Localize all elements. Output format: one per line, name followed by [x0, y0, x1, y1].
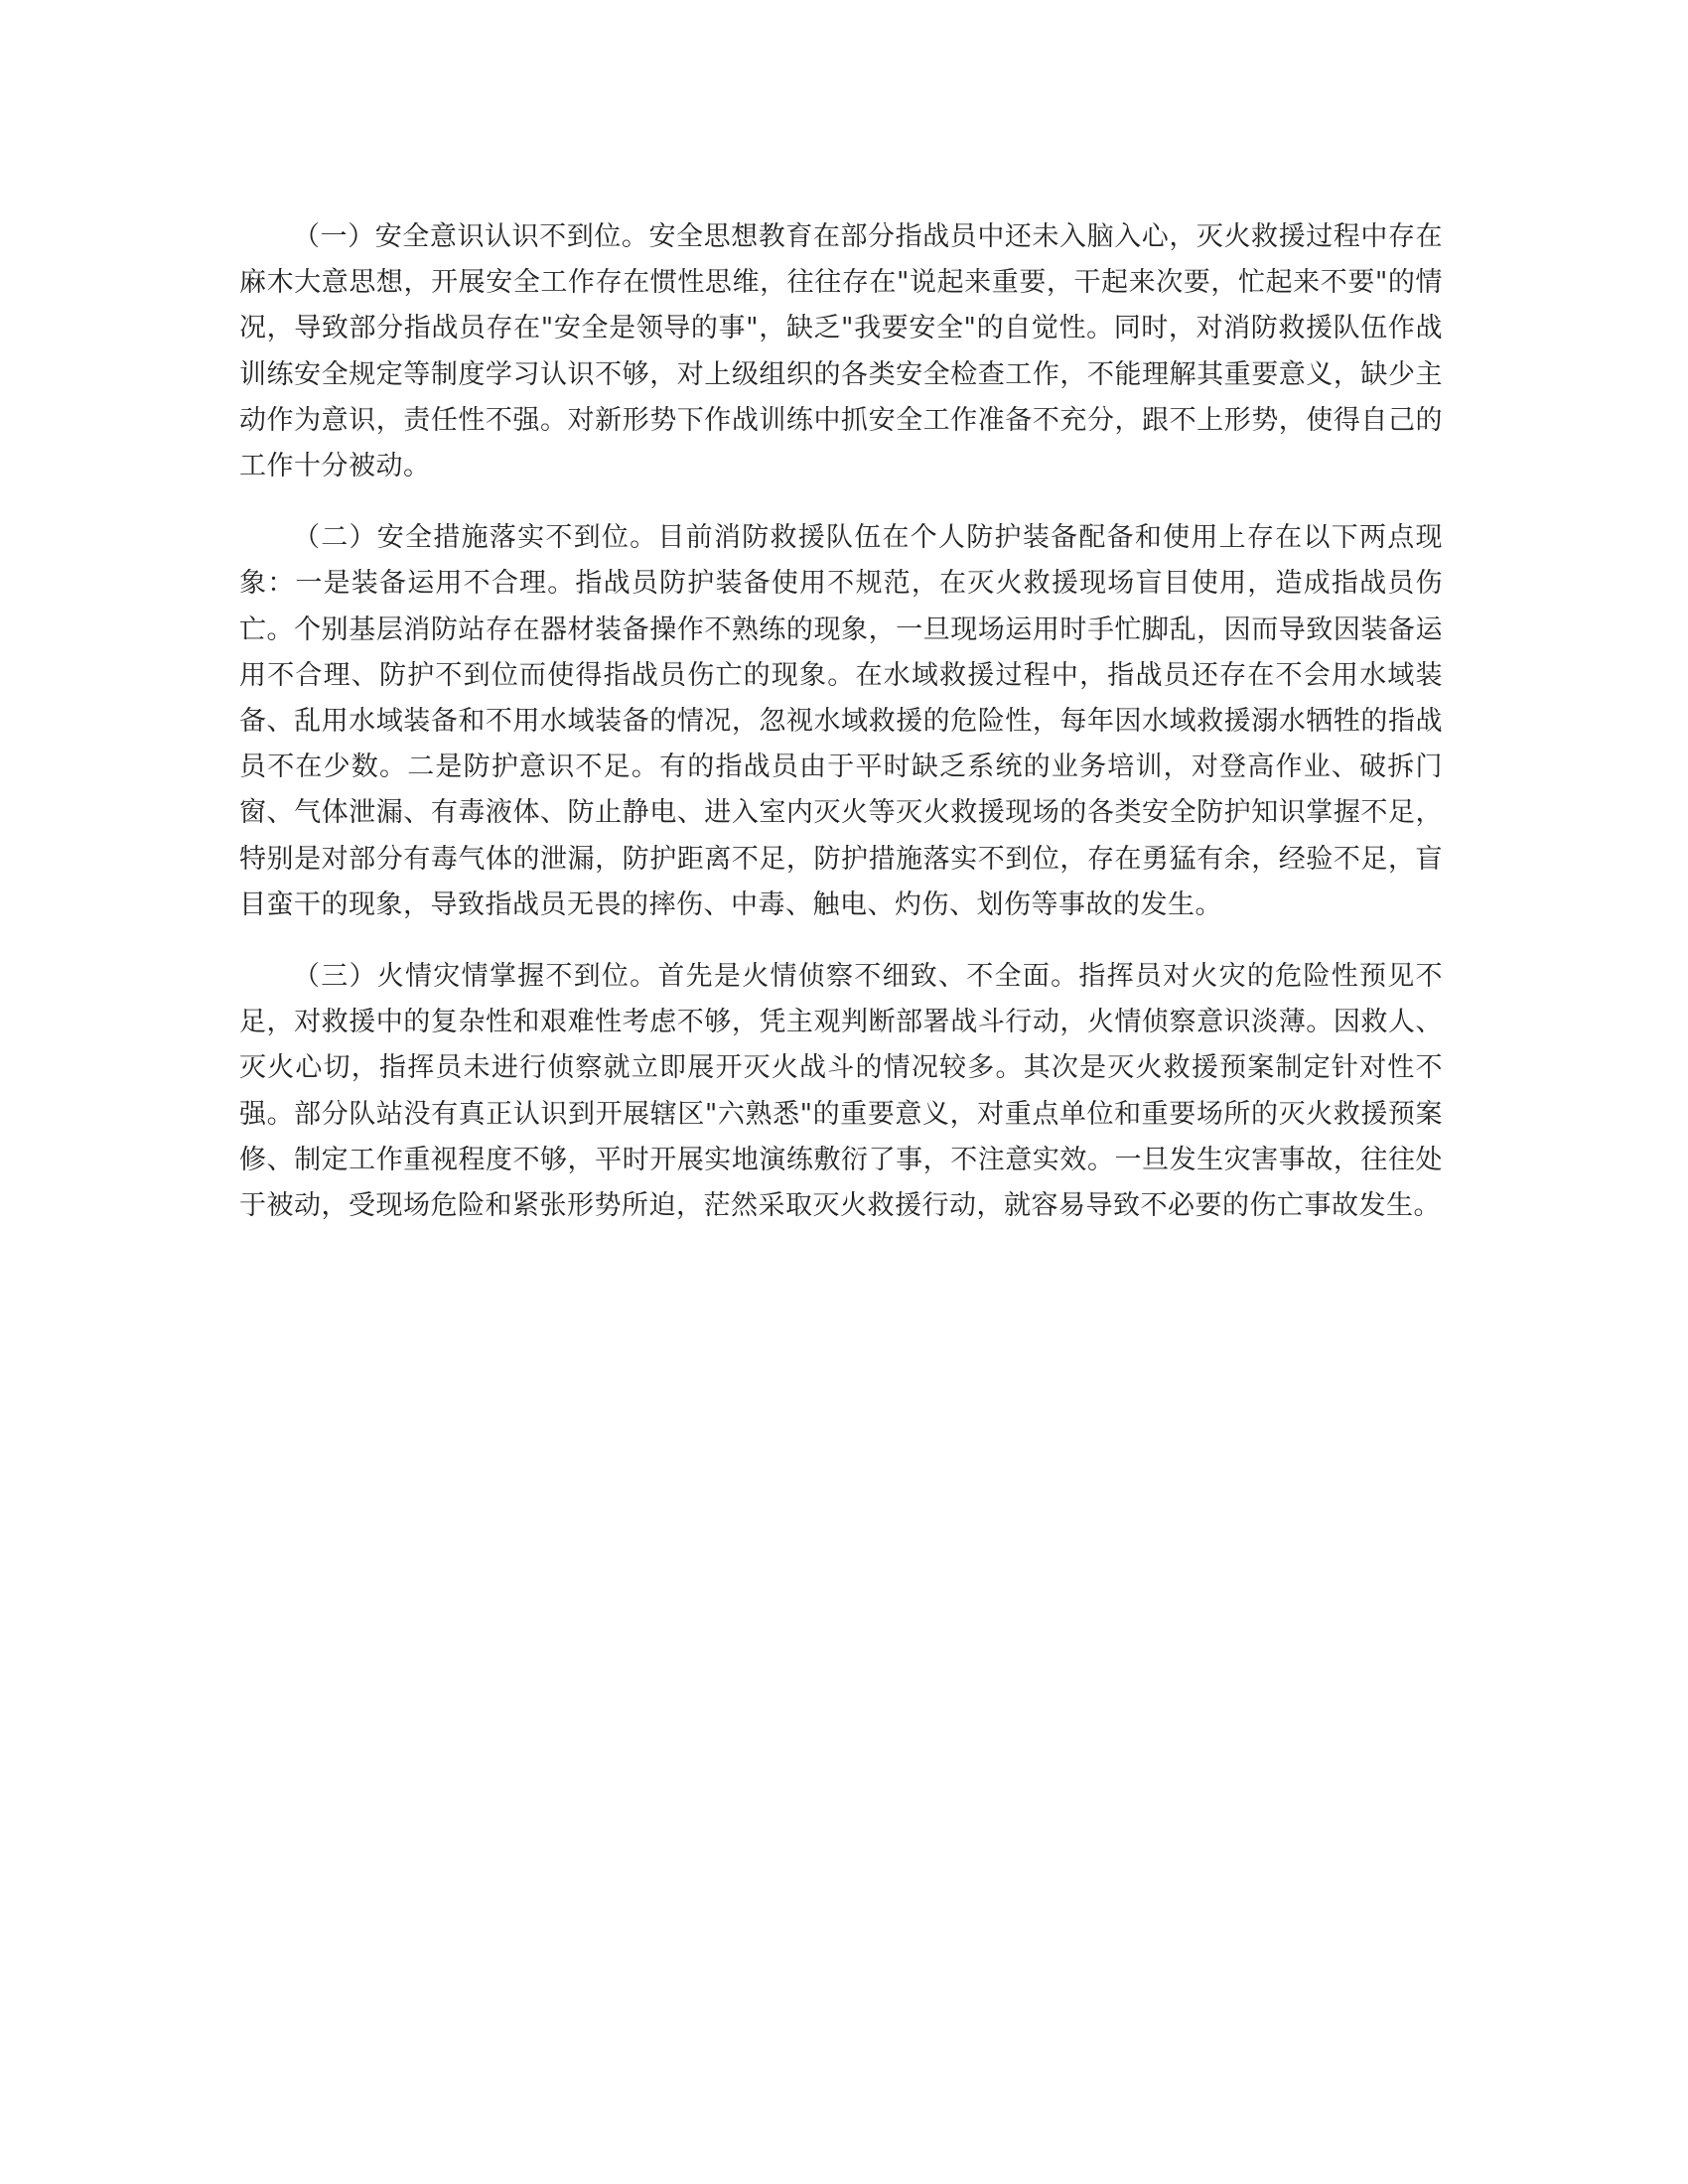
- paragraph-safety-awareness: （一）安全意识认识不到位。安全思想教育在部分指战员中还未入脑入心，灭火救援过程中存在麻木大意思想，开展安全工作存在惯性思维，往往存在"说起来重要，干起来次要，忙起来不要"的情况，导致部分指战员存在"安全是领导的事"，缺乏"我要安全"的自觉性。同时，对消防救援队伍作战训练安全规定等制度学习认识不够，对上级组织的各类安全检查工作，不能理解其重要意义，缺少主动作为意识，责任性不强。对新形势下作战训练中抓安全工作准备不充分，跟不上形势，使得自己的工作十分被动。: [239, 221, 1443, 482]
- document-body: [239, 214, 1443, 1255]
- paragraph-safety-measures: （二）安全措施落实不到位。目前消防救援队伍在个人防护装备配备和使用上存在以下两点现象：一是装备运用不合理。指战员防护装备使用不规范，在灭火救援现场盲目使用，造成指战员伤亡。个别基层消防站存在器材装备操作不熟练的现象，一旦现场运用时手忙脚乱，因而导致因装备运用不合理、防护不到位而使得指战员伤亡的现象。在水域救援过程中，指战员还存在不会用水域装备、乱用水域装备和不用水域装备的情况，忽视水域救援的危险性，每年因水域救援溺水牺牲的指战员不在少数。二是防护意识不足。有的指战员由于平时缺乏系统的业务培训，对登高作业、破拆门窗、气体泄漏、有毒液体、防止静电、进入室内灭火等灭火救援现场的各类安全防护知识掌握不足，特别是对部分有毒气体的泄漏，防护距离不足，防护措施落实不到位，存在勇猛有余，经验不足，盲目蛮干的现象，导致指战员无畏的摔伤、中毒、触电、灼伤、划伤等事故的发生。: [239, 522, 1443, 920]
- paragraph-fire-situation: （三）火情灾情掌握不到位。首先是火情侦察不细致、不全面。指挥员对火灾的危险性预见不足，对救援中的复杂性和艰难性考虑不够，凭主观判断部署战斗行动，火情侦察意识淡薄。因救人、灭火心切，指挥员未进行侦察就立即展开灭火战斗的情况较多。其次是灭火救援预案制定针对性不强。部分队站没有真正认识到开展辖区"六熟悉"的重要意义，对重点单位和重要场所的灭火救援预案修、制定工作重视程度不够，平时开展实地演练敷衍了事，不注意实效。一旦发生灾害事故，往往处于被动，受现场危险和紧张形势所迫，茫然采取灭火救援行动，就容易导致不必要的伤亡事故发生。: [239, 961, 1443, 1222]
